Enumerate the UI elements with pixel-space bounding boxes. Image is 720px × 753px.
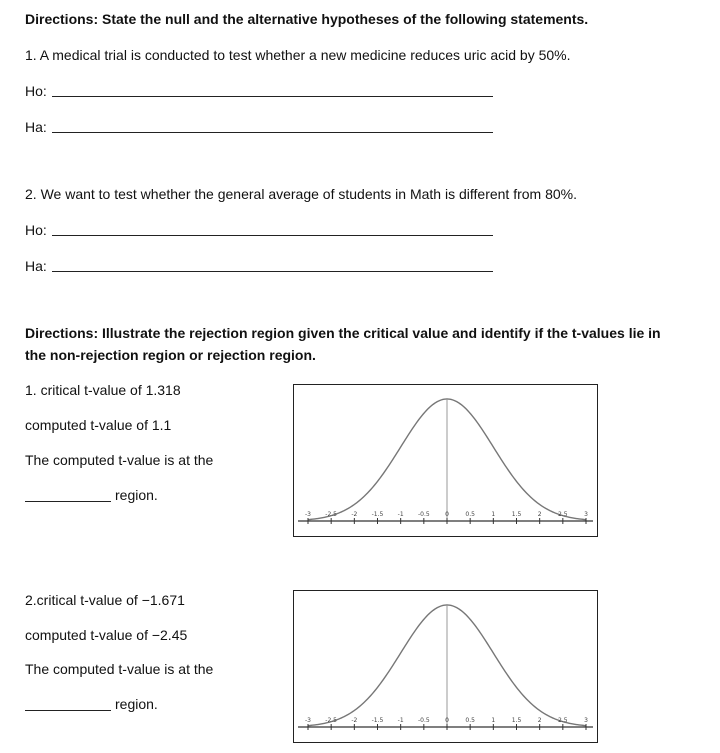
- question-2-text: 2. We want to test whether the general average of students in Math is different from 80%.: [25, 186, 578, 202]
- p2-computed-value: computed t-value of −2.45: [25, 627, 188, 643]
- p2-critical-value: 2.critical t-value of −1.671: [25, 592, 185, 608]
- x-tick-label: -3: [305, 511, 311, 518]
- x-tick-label: -3: [305, 717, 311, 724]
- q2-ha-label: Ha:: [25, 258, 47, 274]
- x-tick-label: 0: [445, 511, 449, 518]
- p1-curve-svg: [294, 385, 597, 536]
- question-1-text: 1. A medical trial is conducted to test whether a new medicine reduces uric acid by 50%.: [25, 47, 571, 63]
- q2-ha-answer-line[interactable]: [52, 271, 493, 272]
- x-tick-label: -2.5: [325, 511, 338, 518]
- x-tick-label: -0.5: [417, 717, 430, 724]
- x-tick-label: -2.5: [325, 717, 338, 724]
- x-tick-label: 1.5: [511, 717, 522, 724]
- x-tick-label: 0.5: [465, 511, 475, 518]
- p1-computed-value: computed t-value of 1.1: [25, 417, 172, 433]
- x-tick-label: -1.5: [371, 511, 384, 518]
- x-tick-label: -0.5: [417, 511, 430, 518]
- q2-ho-answer-line[interactable]: [52, 235, 493, 236]
- q2-ho-label: Ho:: [25, 222, 47, 238]
- x-tick-label: -2: [351, 511, 358, 518]
- x-tick-label: 2: [537, 511, 542, 518]
- p2-statement: The computed t-value is at the: [25, 661, 214, 677]
- x-tick-label: 2: [537, 717, 542, 724]
- p1-region-word: region.: [115, 487, 158, 503]
- x-tick-label: -1: [397, 511, 404, 518]
- x-tick-label: 1: [491, 717, 496, 724]
- p2-distribution-graph[interactable]: [293, 590, 598, 743]
- directions-rejection-line1: Directions: Illustrate the rejection region given the critical value and identify if the t-values lie in: [25, 325, 661, 341]
- x-tick-label: 3: [584, 511, 588, 518]
- x-tick-label: 1.5: [511, 511, 522, 518]
- x-tick-label: 1: [491, 511, 496, 518]
- q1-ha-answer-line[interactable]: [52, 132, 493, 133]
- x-tick-label: 0.5: [465, 717, 475, 724]
- q1-ho-answer-line[interactable]: [52, 96, 493, 97]
- directions-rejection-line2: the non-rejection region or rejection region.: [25, 347, 316, 363]
- q1-ho-label: Ho:: [25, 83, 47, 99]
- directions-hypotheses: Directions: State the null and the alternative hypotheses of the following statements.: [25, 11, 589, 27]
- p2-curve-svg: [294, 591, 597, 742]
- x-tick-label: -1: [397, 717, 404, 724]
- x-tick-label: -2: [351, 717, 358, 724]
- q1-ha-label: Ha:: [25, 119, 47, 135]
- p1-statement: The computed t-value is at the: [25, 452, 214, 468]
- p2-region-answer-line[interactable]: [25, 710, 111, 711]
- x-tick-label: 2.5: [558, 717, 568, 724]
- x-tick-label: 0: [445, 717, 449, 724]
- x-tick-label: 2.5: [558, 511, 568, 518]
- p1-critical-value: 1. critical t-value of 1.318: [25, 382, 181, 398]
- x-tick-label: 3: [584, 717, 588, 724]
- x-tick-label: -1.5: [371, 717, 384, 724]
- p1-distribution-graph[interactable]: [293, 384, 598, 537]
- p2-region-word: region.: [115, 696, 158, 712]
- p1-region-answer-line[interactable]: [25, 501, 111, 502]
